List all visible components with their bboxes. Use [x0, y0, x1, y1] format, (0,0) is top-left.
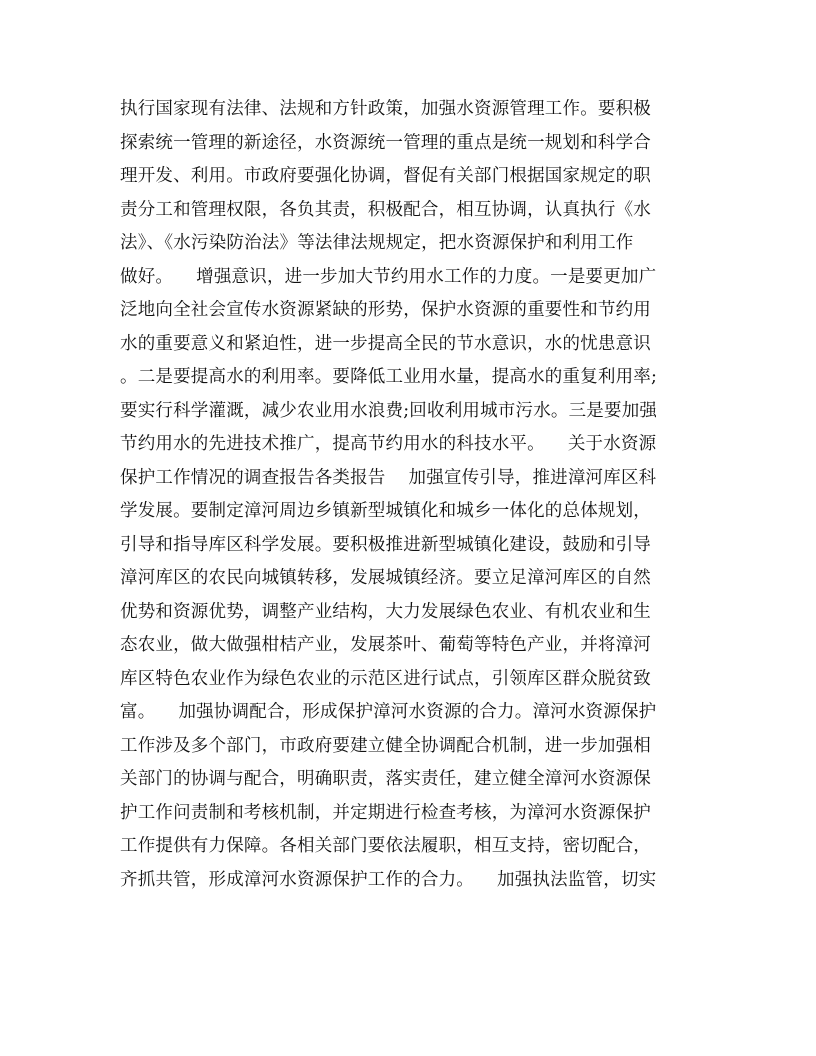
text-line: 水的重要意义和紧迫性，进一步提高全民的节水意识，水的忧患意识 [120, 333, 651, 354]
text-line: 做好。 增强意识，进一步加大节约用水工作的力度。一是要更加广 [120, 266, 657, 287]
text-line: 漳河库区的农民向城镇转移，发展城镇经济。要立足漳河库区的自然 [120, 568, 651, 588]
text-line: 节约用水的先进技术推广，提高节约用水的科技水平。 关于水资源 [120, 434, 657, 454]
text-line: 工作提供有力保障。各相关部门要依法履职，相互支持，密切配合， [120, 836, 651, 856]
text-line: 。二是要提高水的利用率。要降低工业用水量，提高水的重复利用率; [120, 367, 658, 387]
text-line: 探索统一管理的新途径，水资源统一管理的重点是统一规划和科学合 [120, 132, 651, 153]
text-line: 保护工作情况的调查报告各类报告 加强宣传引导，推进漳河库区科 [120, 467, 657, 488]
text-line: 学发展。要制定漳河周边乡镇新型城镇化和城乡一体化的总体规划， [120, 501, 651, 521]
text-line: 态农业，做大做强柑桔产业，发展茶叶、葡萄等特色产业，并将漳河 [120, 635, 651, 655]
text-line: 富。 加强协调配合，形成保护漳河水资源的合力。漳河水资源保护 [120, 702, 657, 722]
text-line: 护工作问责制和考核机制，并定期进行检查考核，为漳河水资源保护 [120, 802, 651, 823]
text-line: 库区特色农业作为绿色农业的示范区进行试点，引领库区群众脱贫致 [120, 668, 651, 689]
text-line: 优势和资源优势，调整产业结构，大力发展绿色农业、有机农业和生 [120, 601, 651, 622]
text-line: 责分工和管理权限，各负其责，积极配合，相互协调，认真执行《水 [120, 199, 651, 220]
text-line: 关部门的协调与配合，明确职责，落实责任，建立健全漳河水资源保 [120, 769, 651, 789]
text-line: 泛地向全社会宣传水资源紧缺的形势，保护水资源的重要性和节约用 [120, 300, 651, 320]
text-line: 工作涉及多个部门，市政府要建立健全协调配合机制，进一步加强相 [120, 735, 651, 756]
text-line: 理开发、利用。市政府要强化协调，督促有关部门根据国家规定的职 [120, 166, 651, 186]
text-line: 法》、《水污染防治法》等法律法规规定，把水资源保护和利用工作 [120, 233, 634, 253]
text-line: 要实行科学灌溉，减少农业用水浪费;回收利用城市污水。三是要加强 [120, 400, 658, 421]
text-line: 引导和指导库区科学发展。要积极推进新型城镇化建设，鼓励和引导 [120, 534, 651, 555]
text-line: 齐抓共管，形成漳河水资源保护工作的合力。 加强执法监管，切实 [120, 869, 657, 890]
text-line: 执行国家现有法律、法规和方针政策，加强水资源管理工作。要积极 [120, 99, 651, 119]
body-text [120, 93, 700, 897]
